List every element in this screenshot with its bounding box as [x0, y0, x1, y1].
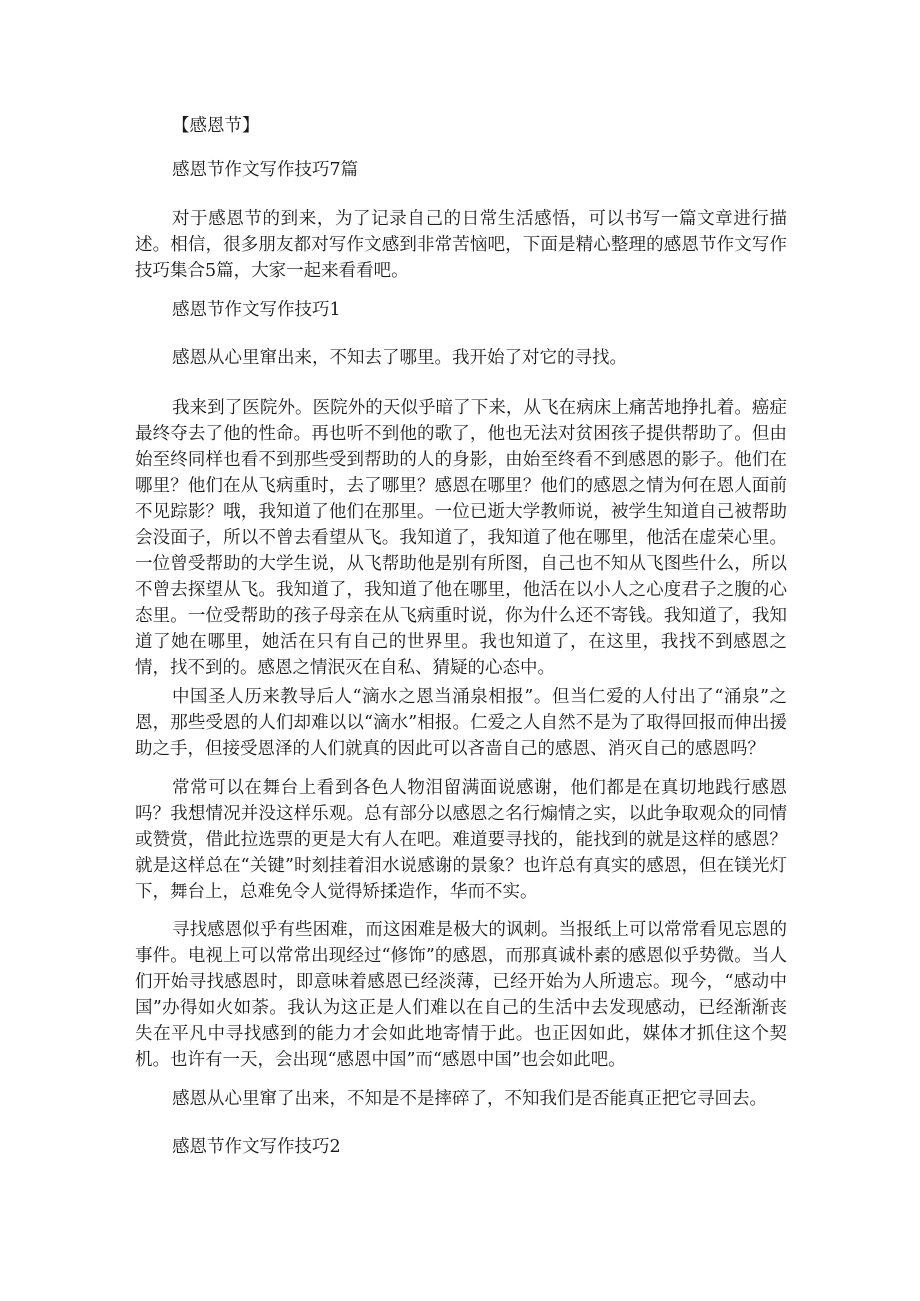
page-title: 感恩节作文写作技巧7篇 [172, 160, 359, 180]
section-1-paragraph-2: 我来到了医院外。医院外的天似乎暗了下来，从飞在病床上痛苦地挣扎着。癌症最终夺去了他的性命。再也听不到他的歌了，他也无法对贫困孩子提供帮助了。但由始至终同样也看不到那些受到帮助的人的身影，由始至终看不到感恩的影子。他们在哪里？他们在从飞病重时，去了哪里？感恩在哪里？他们的感恩之情为何在恩人面前不见踪影？哦，我知道了他们在那里。一位已逝大学教师说，被学生知道自己被帮助会没面子，所以不曾去看望从飞。我知道了，我知道了他在哪里，他活在虚荣心里。一位曾受帮助的大学生说，从飞帮助他是别有所图，自己也不知从飞图些什么，所以不曾去探望从飞。我知道了，我知道了他在哪里，他活在以小人之心度君子之腹的心态里。一位受帮助的孩子母亲在从飞病重时说，你为什么还不寄钱。我知道了，我知道了她在哪里，她活在只有自己的世界里。我也知道了，在这里，我找不到感恩之情，找不到的。感恩之情泯灭在自私、猜疑的心态中。 [135, 398, 787, 678]
section-1-paragraph-1: 感恩从心里窜出来，不知去了哪里。我开始了对它的寻找。 [172, 348, 627, 368]
section-1-paragraph-6: 感恩从心里窜了出来，不知是不是摔碎了，不知我们是否能真正把它寻回去。 [172, 1089, 767, 1109]
section-1-heading: 感恩节作文写作技巧1 [172, 300, 341, 320]
section-1-paragraph-3: 中国圣人历来教导后人“滴水之恩当涌泉相报”。但当仁爱的人付出了“涌泉”之恩，那些受恩的人们却难以以“滴水”相报。仁爱之人自然不是为了取得回报而伸出援助之手，但接受恩泽的人们就真的因此可以吝啬自己的感恩、消灭自己的感恩吗？ [135, 687, 787, 759]
section-1-paragraph-5: 寻找感恩似乎有些困难，而这困难是极大的讽刺。当报纸上可以常常看见忘恩的事件。电视上可以常常出现经过“修饰”的感恩，而那真诚朴素的感恩似乎势微。当人们开始寻找感恩时，即意味着感恩已经淡薄，已经开始为人所遗忘。现今，“感动中国”办得如火如荼。我认为这正是人们难以在自己的生活中去发现感动，已经渐渐丧失在平凡中寻找感到的能力才会如此地寄情于此。也正因如此，媒体才抓住这个契机。也许有一天，会出现“感恩中国”而“感恩中国”也会如此吧。 [135, 920, 787, 1070]
category-tag: 【感恩节】 [172, 116, 260, 136]
intro-paragraph: 对于感恩节的到来，为了记录自己的日常生活感悟，可以书写一篇文章进行描述。相信，很多朋友都对写作文感到非常苦恼吧，下面是精心整理的感恩节作文写作技巧集合5篇，大家一起来看看吧。 [135, 209, 787, 281]
section-1-paragraph-4: 常常可以在舞台上看到各色人物泪留满面说感谢，他们都是在真切地践行感恩吗？我想情况并没这样乐观。总有部分以感恩之名行煽情之实，以此争取观众的同情或赞赏，借此拉选票的更是大有人在吧。难道要寻找的，能找到的就是这样的感恩？就是这样总在“关键”时刻挂着泪水说感谢的景象？也许总有真实的感恩，但在镁光灯下，舞台上，总难免令人觉得矫揉造作，华而不实。 [135, 778, 787, 902]
section-2-heading: 感恩节作文写作技巧2 [172, 1137, 341, 1157]
